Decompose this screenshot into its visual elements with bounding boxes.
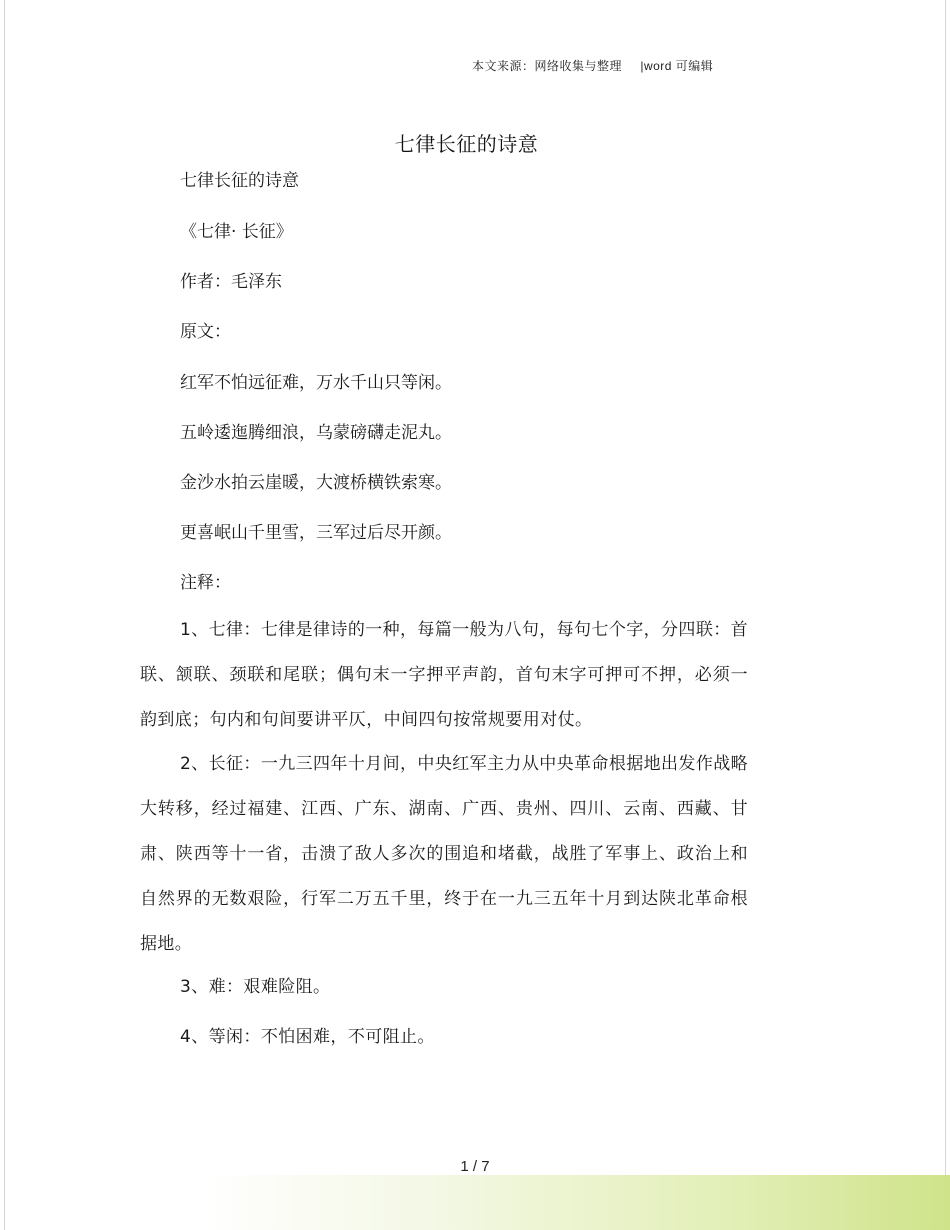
poem-verse-4: 更喜岷山千里雪，三军过后尽开颜。 bbox=[180, 523, 452, 543]
note-paragraph-3: 3、难：艰难险阻。 bbox=[180, 977, 331, 997]
page-indicator: 1 / 7 bbox=[460, 1158, 490, 1175]
page-left-border bbox=[4, 0, 5, 1230]
poem-verse-3: 金沙水拍云崖暖，大渡桥横铁索寒。 bbox=[180, 473, 452, 493]
notes-label: 注释： bbox=[180, 573, 231, 593]
subtitle-line: 七律长征的诗意 bbox=[180, 171, 299, 191]
footer-gradient-band bbox=[200, 1175, 950, 1230]
poem-verse-2: 五岭逶迤腾细浪，乌蒙磅礴走泥丸。 bbox=[180, 423, 452, 443]
source-label: 本文来源：网络收集与整理 bbox=[472, 59, 623, 73]
note-paragraph-1: 1、七律：七律是律诗的一种，每篇一般为八句，每句七个字，分四联：首联、颔联、颈联和尾联；偶句末一字押平声韵，首句末字可押可不押，必须一韵到底；句内和句间要讲平仄，中间四句按常规要用对仗。 bbox=[140, 620, 749, 730]
note-paragraph-2: 2、长征：一九三四年十月间，中央红军主力从中央革命根据地出发作战略大转移，经过福建、江西、广东、湖南、广西、贵州、四川、云南、西藏、甘肃、陕西等十一省，击溃了敌人多次的围追和堵截，战胜了军事上、政治上和自然界的无数艰险，行军二万五千里，终于在一九三五年十月到达陕北革命根据地。 bbox=[140, 754, 749, 954]
author-line: 作者：毛泽东 bbox=[180, 272, 282, 292]
poem-title-line: 《七律· 长征》 bbox=[180, 222, 293, 242]
page-right-border bbox=[945, 0, 946, 1230]
note-paragraph-4: 4、等闲：不怕困难，不可阻止。 bbox=[180, 1027, 435, 1047]
document-title: 七律长征的诗意 bbox=[394, 132, 539, 156]
original-text-label: 原文： bbox=[180, 322, 231, 342]
page-header bbox=[472, 57, 713, 74]
poem-verse-1: 红军不怕远征难，万水千山只等闲。 bbox=[180, 373, 452, 393]
edit-label: |word 可编辑 bbox=[640, 59, 714, 73]
